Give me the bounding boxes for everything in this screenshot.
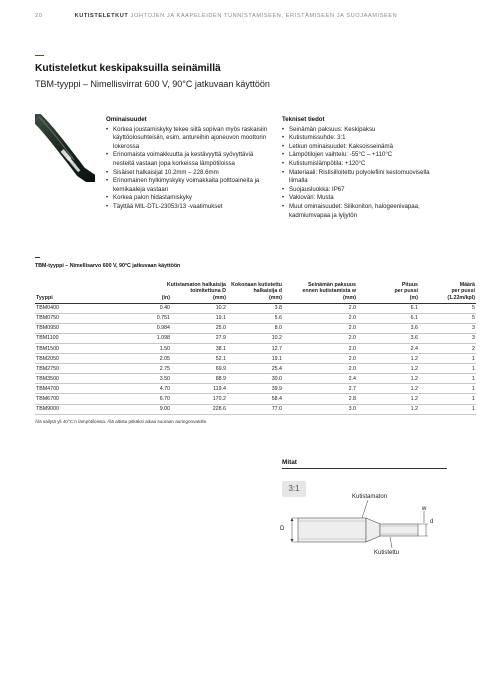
tech-specs-column bbox=[282, 116, 447, 220]
cell-d-in: 2.75 bbox=[93, 364, 171, 374]
label-unshrunk: Kutistamaton bbox=[352, 494, 388, 500]
list-item: • Korkea palon hidastamiskyky bbox=[106, 194, 272, 203]
cell-len: 2.4 bbox=[357, 343, 419, 353]
col-header-qty: Määrä per pussi bbox=[451, 282, 475, 295]
cell-wall: 2.4 bbox=[283, 374, 357, 384]
section-subtitle: JOHTOJEN JA KAAPELEIDEN TUNNISTAMISEEN, ERISTÄMISEEN JA SUOJAAMISEEN bbox=[130, 13, 398, 19]
cell-len: 3.6 bbox=[357, 333, 419, 343]
cell-wall: 2.0 bbox=[283, 323, 357, 333]
unit-recovered: (mm) bbox=[227, 295, 283, 303]
cell-type: TBM1100 bbox=[35, 333, 93, 343]
cell-rec: 12.7 bbox=[227, 343, 283, 353]
cell-d-in: 0.40 bbox=[93, 303, 171, 313]
list-item: • Letkun ominaisuudet: Kaksoisseinämä bbox=[282, 143, 447, 152]
table-row bbox=[35, 333, 476, 343]
cell-type: TBM0400 bbox=[35, 303, 93, 313]
cell-rec: 30.0 bbox=[227, 374, 283, 384]
cell-wall: 3.0 bbox=[283, 404, 357, 414]
cell-qty: 3 bbox=[419, 323, 476, 333]
storage-footnote: Älä säilytä yli 40°C:n lämpötiloissa. Älä altista pitkäksi aikaa suoraan auringonvalolle. bbox=[35, 419, 208, 424]
col-header-wall: Seinämän paksuus ennen kutistamista w bbox=[302, 282, 356, 295]
cell-len: 3.6 bbox=[357, 323, 419, 333]
dimensions-diagram bbox=[272, 490, 452, 560]
table-row bbox=[35, 394, 476, 404]
cell-wall: 2.0 bbox=[283, 333, 357, 343]
cell-len: 1.2 bbox=[357, 374, 419, 384]
cell-d-mm: 19.1 bbox=[171, 313, 227, 323]
table-row bbox=[35, 374, 476, 384]
list-item: • Sisäiset halkaisijat 10.2mm – 228.6mm bbox=[106, 169, 272, 178]
unit-mm: (mm) bbox=[171, 295, 227, 303]
cell-len: 6.1 bbox=[357, 313, 419, 323]
dimensions-divider bbox=[282, 468, 447, 469]
cell-type: TBM1500 bbox=[35, 343, 93, 353]
cell-d-in: 0.984 bbox=[93, 323, 171, 333]
cell-qty: 1 bbox=[419, 384, 476, 394]
table-row bbox=[35, 384, 476, 394]
cell-rec: 10.2 bbox=[227, 333, 283, 343]
cell-type: TBM9000 bbox=[35, 404, 93, 414]
table-body bbox=[35, 303, 476, 414]
unit-in: (in) bbox=[93, 295, 171, 303]
unit-qty: (1.22m/kpl) bbox=[419, 295, 476, 303]
list-item: • Muut ominaisuudet: Silikoniton, halogeenivapaa, kadmiumvapaa ja lyijytön bbox=[282, 203, 447, 220]
list-item: • Täyttää MIL-DTL-23053/13 -vaatimukset bbox=[106, 203, 272, 212]
cell-wall: 2.0 bbox=[283, 354, 357, 364]
table-row bbox=[35, 354, 476, 364]
features-heading: Ominaisuudet bbox=[106, 116, 147, 123]
cell-wall: 2.7 bbox=[283, 384, 357, 394]
cell-len: 1.2 bbox=[357, 384, 419, 394]
cell-qty: 1 bbox=[419, 394, 476, 404]
list-item: • Lämpötilojen vaihtelu: -55°C – +110°C bbox=[282, 151, 447, 160]
cell-qty: 5 bbox=[419, 313, 476, 323]
list-item: • Korkea joustamiskyky tekee siitä sopivan myös raskaisiin käyttöolosuhteisiin, esim. antureihin ajoneuvon moottorin lokerossa bbox=[106, 126, 272, 152]
col-type-label: Tyyppi bbox=[35, 295, 93, 303]
product-title: Kutisteletkut keskipaksuilla seinämillä bbox=[35, 63, 221, 74]
cell-d-in: 0.751 bbox=[93, 313, 171, 323]
cell-len: 6.1 bbox=[357, 303, 419, 313]
label-shrunk: Kutistettu bbox=[374, 550, 400, 556]
label-w: w bbox=[422, 506, 427, 512]
tech-list bbox=[282, 126, 447, 221]
cell-wall: 2.0 bbox=[283, 364, 357, 374]
table-header-row bbox=[35, 282, 476, 295]
list-item: • Erinomainen hylkimyskyky voimakkaita polttoaineita ja kemikaaleja vastaan bbox=[106, 177, 272, 194]
cell-rec: 58.4 bbox=[227, 394, 283, 404]
cell-rec: 3.8 bbox=[227, 303, 283, 313]
cell-type: TBM2750 bbox=[35, 364, 93, 374]
list-item: • Materiaali: Ristisilloitettu polyolefiini kestomuovisella liimalla bbox=[282, 169, 447, 186]
tech-heading: Tekniset tiedot bbox=[282, 116, 325, 123]
cell-type: TBM3500 bbox=[35, 374, 93, 384]
cell-rec: 5.6 bbox=[227, 313, 283, 323]
cell-d-in: 3.50 bbox=[93, 374, 171, 384]
features-list bbox=[106, 126, 272, 212]
cell-d-mm: 119.4 bbox=[171, 384, 227, 394]
cell-rec: 77.0 bbox=[227, 404, 283, 414]
col-header-unshrunk: Kutistamaton halkaisija toimitettuna D bbox=[166, 282, 226, 295]
unit-wall: (mm) bbox=[283, 295, 357, 303]
cell-d-mm: 25.0 bbox=[171, 323, 227, 333]
list-item: • Kutistumissuhde: 3:1 bbox=[282, 134, 447, 143]
heat-shrink-tube-photo bbox=[35, 114, 95, 182]
dimensions-heading: Mitat bbox=[282, 459, 297, 466]
cell-wall: 2.8 bbox=[283, 394, 357, 404]
cell-d-in: 1.098 bbox=[93, 333, 171, 343]
cell-d-mm: 27.9 bbox=[171, 333, 227, 343]
running-header bbox=[35, 13, 445, 19]
cell-qty: 1 bbox=[419, 364, 476, 374]
table-row bbox=[35, 303, 476, 313]
cell-qty: 1 bbox=[419, 354, 476, 364]
table-unit-row bbox=[35, 295, 476, 303]
cell-qty: 1 bbox=[419, 404, 476, 414]
table-row bbox=[35, 313, 476, 323]
cell-d-in: 4.70 bbox=[93, 384, 171, 394]
shrink-ratio-badge: 3:1 bbox=[282, 481, 306, 497]
cell-rec: 19.1 bbox=[227, 354, 283, 364]
list-item: • Seinämän paksuus: Keskipaksu bbox=[282, 126, 447, 135]
cell-type: TBM0750 bbox=[35, 313, 93, 323]
product-subtitle: TBM-tyyppi – Nimellisvirrat 600 V, 90°C jatkuvaan käyttöön bbox=[35, 79, 270, 89]
table-row bbox=[35, 364, 476, 374]
cell-d-mm: 88.9 bbox=[171, 374, 227, 384]
table-row bbox=[35, 323, 476, 333]
cell-qty: 2 bbox=[419, 343, 476, 353]
cell-d-in: 6.70 bbox=[93, 394, 171, 404]
cell-d-mm: 228.6 bbox=[171, 404, 227, 414]
label-D: D bbox=[280, 526, 285, 532]
col-header-length: Pituus per pussi bbox=[394, 282, 418, 295]
page-number: 20 bbox=[35, 13, 43, 19]
cell-d-in: 2.05 bbox=[93, 354, 171, 364]
cell-qty: 3 bbox=[419, 333, 476, 343]
cell-len: 1.2 bbox=[357, 404, 419, 414]
cell-len: 1.2 bbox=[357, 394, 419, 404]
cell-len: 1.2 bbox=[357, 354, 419, 364]
cell-type: TBM4700 bbox=[35, 384, 93, 394]
unit-length: (m) bbox=[357, 295, 419, 303]
title-accent-bar bbox=[35, 55, 44, 56]
features-column bbox=[106, 116, 272, 212]
list-item: • Vakioväri: Musta bbox=[282, 194, 447, 203]
col-header-type bbox=[35, 282, 93, 295]
table-accent-bar bbox=[35, 257, 40, 258]
cell-wall: 2.0 bbox=[283, 343, 357, 353]
col-header-recovered: Kokonaan kutistettu halkaisija d bbox=[231, 282, 282, 295]
cell-d-mm: 52.1 bbox=[171, 354, 227, 364]
cell-type: TBM6700 bbox=[35, 394, 93, 404]
table-row bbox=[35, 343, 476, 353]
cell-len: 1.2 bbox=[357, 364, 419, 374]
cell-d-mm: 10.2 bbox=[171, 303, 227, 313]
table-title: TBM-tyyppi – Nimellisarvo 600 V, 90°C jatkuvaan käyttöön bbox=[35, 263, 181, 269]
cell-d-in: 1.50 bbox=[93, 343, 171, 353]
cell-wall: 2.0 bbox=[283, 313, 357, 323]
section-name: KUTISTELETKUT bbox=[74, 13, 129, 19]
table-row bbox=[35, 404, 476, 414]
cell-wall: 2.0 bbox=[283, 303, 357, 313]
cell-d-mm: 69.9 bbox=[171, 364, 227, 374]
cell-d-in: 9.00 bbox=[93, 404, 171, 414]
cell-d-mm: 38.1 bbox=[171, 343, 227, 353]
cell-qty: 5 bbox=[419, 303, 476, 313]
spec-table bbox=[35, 282, 476, 415]
cell-rec: 8.0 bbox=[227, 323, 283, 333]
cell-type: TBM0950 bbox=[35, 323, 93, 333]
cell-rec: 39.9 bbox=[227, 384, 283, 394]
cell-qty: 1 bbox=[419, 374, 476, 384]
cell-rec: 25.4 bbox=[227, 364, 283, 374]
cell-d-mm: 170.2 bbox=[171, 394, 227, 404]
list-item: • Suojausluokka: IP67 bbox=[282, 186, 447, 195]
list-item: • Kutistumislämpötila: +120°C bbox=[282, 160, 447, 169]
list-item: • Erinomaista voimakkuutta ja kestävyyttä syövyttäviä nesteitä vastaan jopa korkeissa lämpötiloissa bbox=[106, 151, 272, 168]
label-d: d bbox=[430, 519, 434, 525]
cell-type: TBM2050 bbox=[35, 354, 93, 364]
